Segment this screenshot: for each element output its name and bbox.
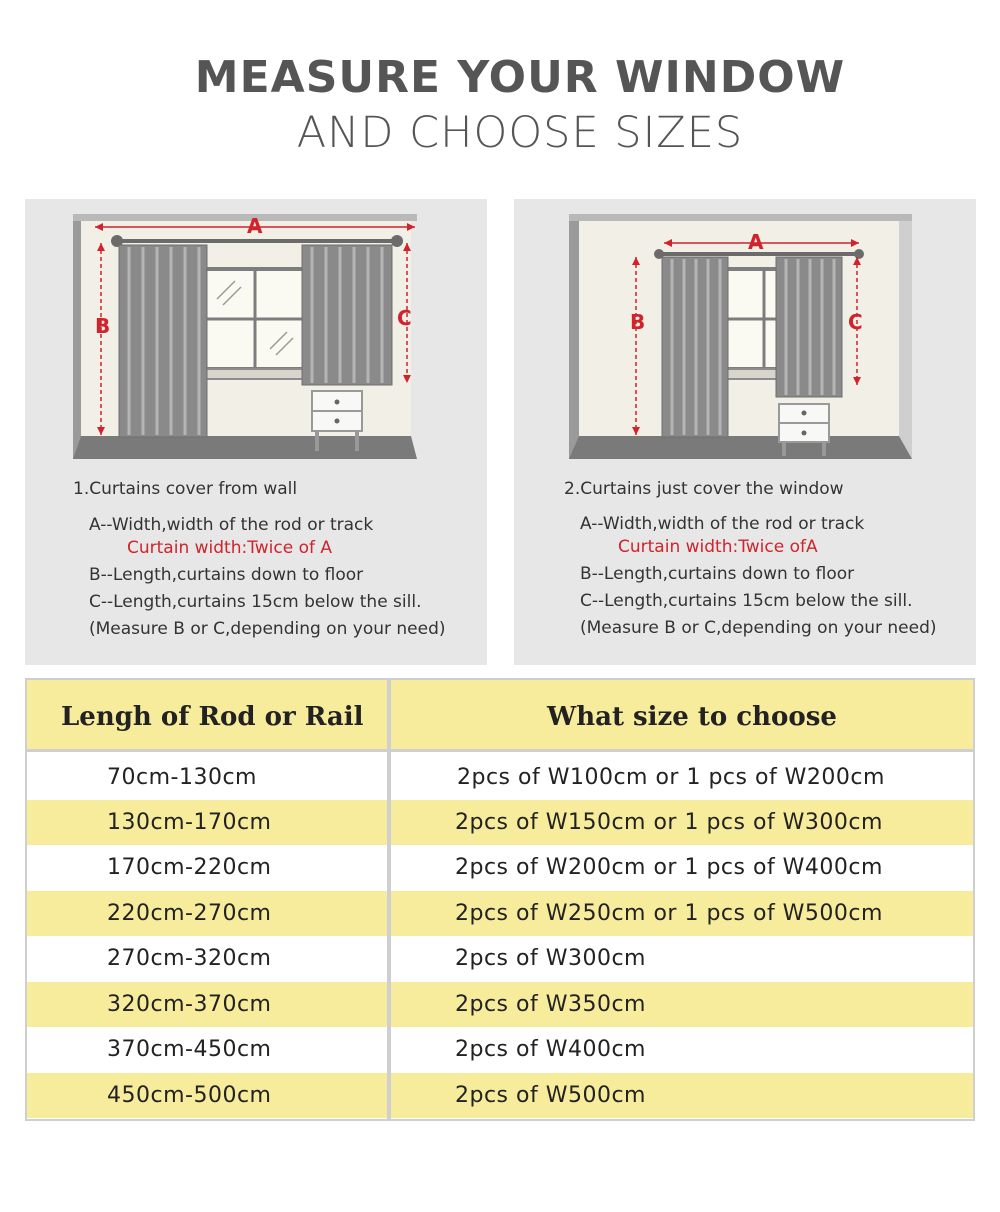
measure-note: (Measure B or C,depending on your need) [580,618,937,638]
length-sill-description: C--Length,curtains 15cm below the sill. [580,591,913,611]
measure-note: (Measure B or C,depending on your need) [89,619,446,639]
width-description: A--Width,width of the rod or track [580,514,865,534]
panel-title: 2.Curtains just cover the window [564,479,844,499]
table-row [27,936,973,981]
rod-length-cell: 70cm-130cm [107,765,257,790]
table-row [27,800,973,845]
table-row [27,891,973,936]
rod-length-cell: 450cm-500cm [107,1083,272,1108]
size-choice-cell: 2pcs of W250cm or 1 pcs of W500cm [455,901,883,926]
page-subtitle: AND CHOOSE SIZES [296,108,744,158]
rod-length-cell: 170cm-220cm [107,855,272,880]
size-chart-table [25,678,975,1121]
table-row [27,1073,973,1118]
panel-title: 1.Curtains cover from wall [73,479,298,499]
rod-length-cell: 220cm-270cm [107,901,272,926]
header-rod-length: Lengh of Rod or Rail [61,702,364,732]
table-row [27,755,973,800]
rod-length-cell: 370cm-450cm [107,1037,272,1062]
label-a: A [748,230,764,254]
length-floor-description: B--Length,curtains down to floor [89,565,364,585]
size-choice-cell: 2pcs of W350cm [455,992,646,1017]
size-choice-cell: 2pcs of W400cm [455,1037,646,1062]
size-choice-cell: 2pcs of W100cm or 1 pcs of W200cm [457,765,885,790]
label-c: C [848,310,863,334]
table-row [27,1027,973,1072]
table-header [27,680,973,752]
label-b: B [95,314,111,338]
size-choice-cell: 2pcs of W500cm [455,1083,646,1108]
rod-length-cell: 320cm-370cm [107,992,272,1017]
diagram-panel-window-only [514,199,976,665]
label-c: C [397,306,412,330]
diagram-panel-wall-to-wall [25,199,487,665]
room-diagram-wall [25,199,487,469]
width-note: Curtain width:Twice of A [127,538,333,558]
rod-length-cell: 270cm-320cm [107,946,272,971]
label-a: A [247,214,263,238]
size-choice-cell: 2pcs of W200cm or 1 pcs of W400cm [455,855,883,880]
width-description: A--Width,width of the rod or track [89,515,374,535]
column-divider [387,680,391,1119]
length-sill-description: C--Length,curtains 15cm below the sill. [89,592,422,612]
table-row [27,982,973,1027]
table-row [27,845,973,890]
header-size-choice: What size to choose [547,702,837,732]
length-floor-description: B--Length,curtains down to floor [580,564,855,584]
rod-length-cell: 130cm-170cm [107,810,272,835]
label-b: B [630,310,646,334]
width-note: Curtain width:Twice ofA [618,537,818,557]
room-diagram-window [514,199,976,469]
size-choice-cell: 2pcs of W150cm or 1 pcs of W300cm [455,810,883,835]
page-title: MEASURE YOUR WINDOW [194,52,846,103]
size-choice-cell: 2pcs of W300cm [455,946,646,971]
